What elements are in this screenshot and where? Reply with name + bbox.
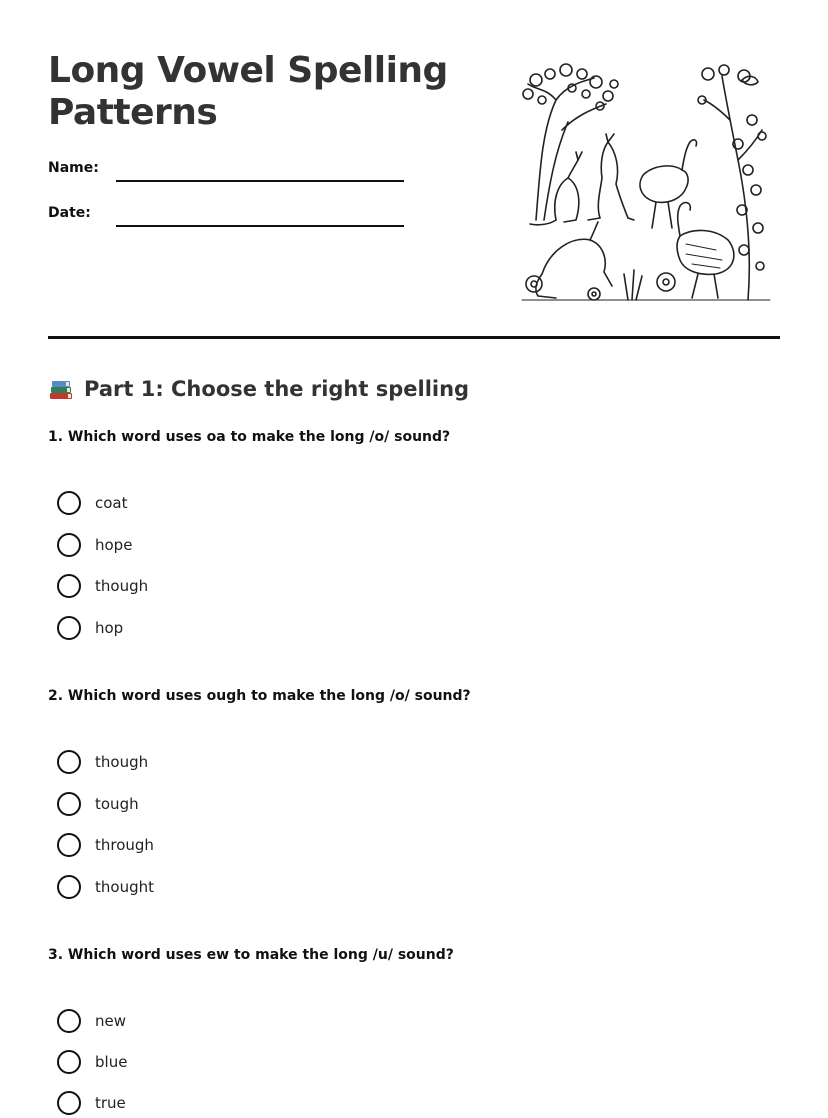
section-title: Part 1: Choose the right spelling [84, 377, 470, 401]
question-2-prompt: 2. Which word uses ough to make the long /o/ sound? [48, 688, 471, 704]
name-label: Name: [48, 160, 99, 176]
option-label: thought [95, 878, 154, 896]
radio-button[interactable] [57, 792, 81, 816]
radio-button[interactable] [57, 1009, 81, 1033]
question-3-option-2[interactable] [57, 1050, 127, 1074]
section-heading-part1 [48, 374, 469, 404]
radio-button[interactable] [57, 574, 81, 598]
question-2-option-1[interactable] [57, 750, 148, 774]
question-1-option-2[interactable] [57, 533, 132, 557]
date-field[interactable] [116, 225, 404, 227]
header-divider [48, 336, 780, 339]
option-label: though [95, 753, 149, 771]
option-label: through [95, 836, 154, 854]
page-title: Long Vowel Spelling Patterns [48, 50, 448, 133]
radio-button[interactable] [57, 491, 81, 515]
question-2-option-4[interactable] [57, 875, 154, 899]
radio-button[interactable] [57, 750, 81, 774]
question-1-prompt: 1. Which word uses oa to make the long /o/ sound? [48, 429, 451, 445]
radio-button[interactable] [57, 616, 81, 640]
radio-button[interactable] [57, 833, 81, 857]
date-label: Date: [48, 205, 91, 221]
question-1-option-1[interactable] [57, 491, 128, 515]
radio-button[interactable] [57, 533, 81, 557]
radio-button[interactable] [57, 875, 81, 899]
option-label: new [95, 1012, 127, 1030]
question-3-prompt: 3. Which word uses ew to make the long /u/ sound? [48, 947, 454, 963]
option-label: true [95, 1094, 126, 1112]
radio-button[interactable] [57, 1091, 81, 1115]
option-label: blue [95, 1053, 128, 1071]
option-label: tough [95, 795, 139, 813]
question-3-option-1[interactable] [57, 1009, 126, 1033]
option-label: hope [95, 536, 133, 554]
option-label: though [95, 577, 149, 595]
option-label: hop [95, 619, 124, 637]
option-label: coat [95, 494, 128, 512]
australian-animals-illustration [516, 60, 776, 308]
question-2-option-3[interactable] [57, 833, 154, 857]
books-icon [48, 376, 74, 402]
question-1-option-4[interactable] [57, 616, 123, 640]
question-1-option-3[interactable] [57, 574, 148, 598]
name-field[interactable] [116, 180, 404, 182]
radio-button[interactable] [57, 1050, 81, 1074]
question-3-option-3[interactable] [57, 1091, 126, 1115]
question-2-option-2[interactable] [57, 792, 139, 816]
